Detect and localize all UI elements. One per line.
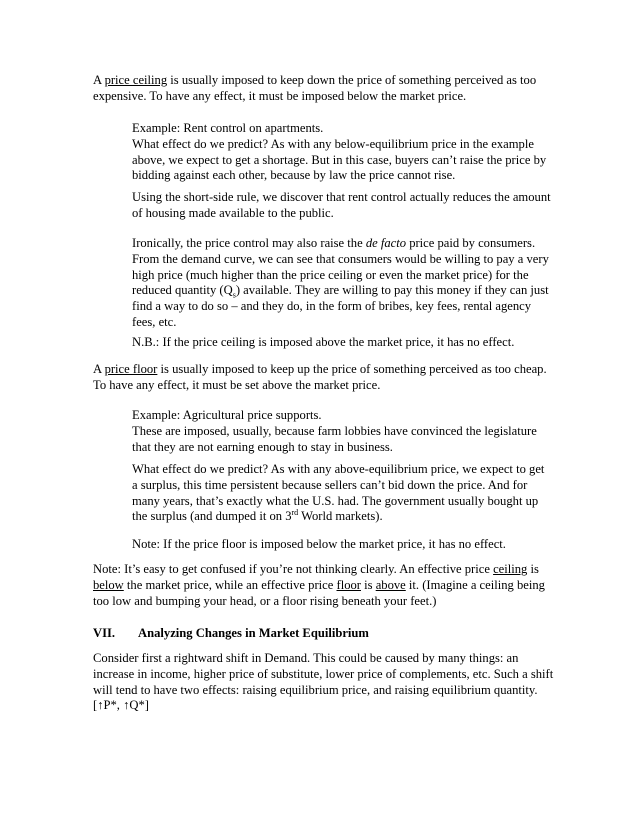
text: the market price, while an effective price (123, 577, 337, 592)
underlined-floor: floor (336, 577, 361, 592)
underlined-above: above (375, 577, 406, 592)
price-floor-term: price floor (104, 362, 158, 376)
underlined-ceiling: ceiling (493, 562, 528, 576)
text: Note: It’s easy to get confused if you’re not thinking clearly. An effective price (93, 562, 494, 576)
text: is usually imposed to keep up the price of something perceived as too cheap. To have any effect, it must be set above the market price. (93, 362, 547, 392)
rent-control-example (132, 121, 552, 184)
short-side-paragraph: Using the short-side rule, we discover that rent control actually reduces the amount of housing made available to the public. (132, 190, 551, 220)
text: A (93, 73, 105, 87)
text: is (527, 562, 539, 576)
section-heading (93, 626, 369, 642)
example-line: Example: Rent control on apartments. (132, 121, 324, 135)
section-title: Analyzing Changes in Market Equilibrium (138, 626, 369, 640)
text: is (360, 577, 376, 592)
agricultural-example (132, 408, 552, 455)
prediction-text: What effect do we predict? As with any below-equilibrium price in the example above, we expect to get a shortage. But in this case, buyers can’t raise the price by bidding against each other, because by law the price cannot rise. (132, 136, 547, 183)
example-text: These are imposed, usually, because farm lobbies have convinced the legislature that they are not earning enough to stay in business. (132, 423, 537, 454)
subscript-s: s (232, 290, 236, 300)
floor-note: Note: If the price floor is imposed below the market price, it has no effect. (132, 537, 506, 551)
text: price paid by consumers. From the demand curve, we can see that consumers would be willing to pay a very high price (much higher than the price ceiling or even the market price) for the reduced quantity (Q (132, 236, 549, 298)
text: is usually imposed to keep down the price of something perceived as too expensive. To have any effect, it must be imposed below the market price. (93, 73, 537, 103)
demand-shift-paragraph (93, 651, 555, 714)
superscript-rd: rd (291, 508, 299, 518)
text: Consider first a rightward shift in Demand. This could be caused by many things: an increase in income, higher price of substitute, lower price of complements, etc. Such a shift will tend to have two effects: raising equilibrium price, and raising equilibrium quantity. [ (93, 651, 554, 713)
text: Ironically, the price control may also raise the (132, 236, 366, 250)
text: What effect do we predict? As with any above-equilibrium price, we expect to get a surplus, this time persistent because sellers can’t bid down the price. And for many years, that’s exactly what the U.S. had. The government usually bought up the surplus (and dumped it on 3 (132, 462, 545, 524)
text: Q*] (129, 698, 149, 713)
confusion-note-paragraph (93, 562, 555, 609)
example-line: Example: Agricultural price supports. (132, 408, 322, 422)
text: A (93, 362, 105, 376)
up-arrow-icon: ↑ (123, 698, 130, 713)
section-number: VII. (93, 626, 116, 640)
price-ceiling-term: price ceiling (104, 73, 168, 87)
surplus-prediction-paragraph (132, 462, 552, 525)
text: World markets). (298, 509, 383, 524)
de-facto-italic: de facto (365, 236, 407, 250)
price-floor-paragraph (93, 362, 555, 394)
de-facto-paragraph (132, 236, 552, 331)
text: it. (Imagine a ceiling being too low and bumping your head, or a floor rising beneath your feet.) (93, 577, 545, 608)
text: P*, (103, 698, 124, 713)
underlined-below: below (93, 577, 124, 592)
nb-ceiling-note: N.B.: If the price ceiling is imposed above the market price, it has no effect. (132, 335, 515, 349)
up-arrow-icon: ↑ (97, 698, 104, 713)
price-ceiling-paragraph (93, 73, 555, 105)
text: ) available. They are willing to pay this money if they can just find a way to do so – and they do, in the form of bribes, key fees, rental agency fees, etc. (132, 283, 549, 329)
